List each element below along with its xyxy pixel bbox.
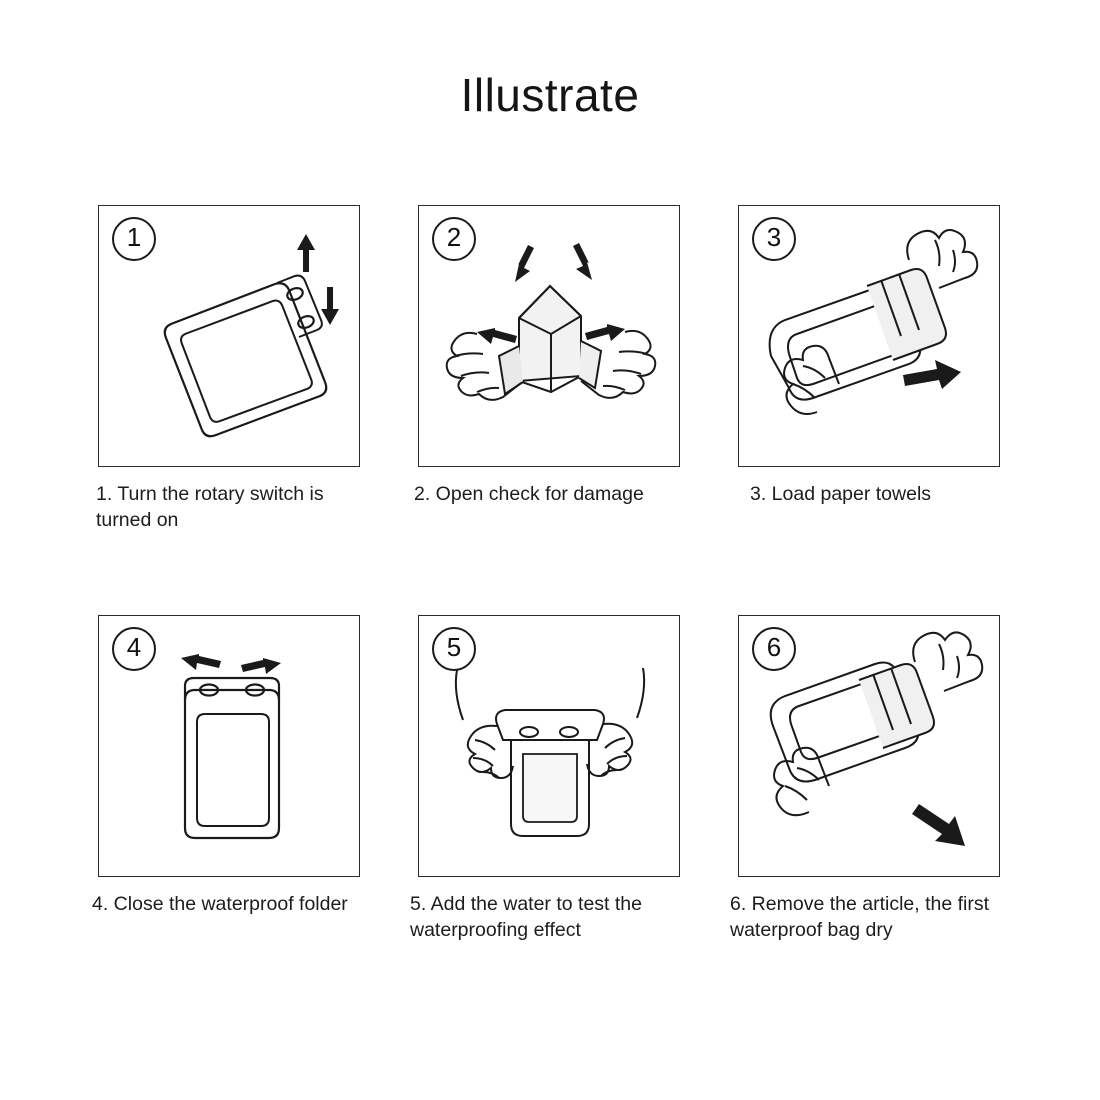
step-card-3 [720,205,1040,615]
step-illustration-frame-2 [418,205,680,467]
circled-number-five-icon: 5 [432,627,476,671]
step-caption-1: 1. Turn the rotary switch is turned on [96,483,324,531]
step-caption-6: 6. Remove the article, the first waterproof bag dry [730,893,990,941]
step-card-6 [720,615,1040,1025]
circled-number-two-icon: 2 [432,217,476,261]
page-title: Illustrate [460,69,640,121]
step-illustration-frame-6 [738,615,1000,877]
step-card-1 [80,205,400,615]
circled-number-one-icon: 1 [112,217,156,261]
step-caption-5: 5. Add the water to test the waterproofing effect [410,893,642,941]
circled-number-three-icon: 3 [752,217,796,261]
step-illustration-frame-5 [418,615,680,877]
hands-loading-paper-towels-icon [739,206,999,466]
hands-removing-article-icon [739,616,999,876]
circled-number-six-icon: 6 [752,627,796,671]
step-card-5 [400,615,720,1025]
step-illustration-frame-4 [98,615,360,877]
step-caption-4: 4. Close the waterproof folder [92,893,348,915]
waterproof-pouch-rotary-switch-icon [99,206,359,466]
hands-water-test-pouch-icon [419,616,679,876]
closed-waterproof-pouch-icon [99,616,359,876]
hands-opening-pouch-icon [419,206,679,466]
step-caption-3: 3. Load paper towels [750,483,932,505]
step-card-2 [400,205,720,615]
step-illustration-frame-3 [738,205,1000,467]
step-caption-2: 2. Open check for damage [414,483,644,505]
circled-number-four-icon: 4 [112,627,156,671]
step-illustration-frame-1 [98,205,360,467]
illustration-grid [80,205,1020,1025]
step-card-4 [80,615,400,1025]
